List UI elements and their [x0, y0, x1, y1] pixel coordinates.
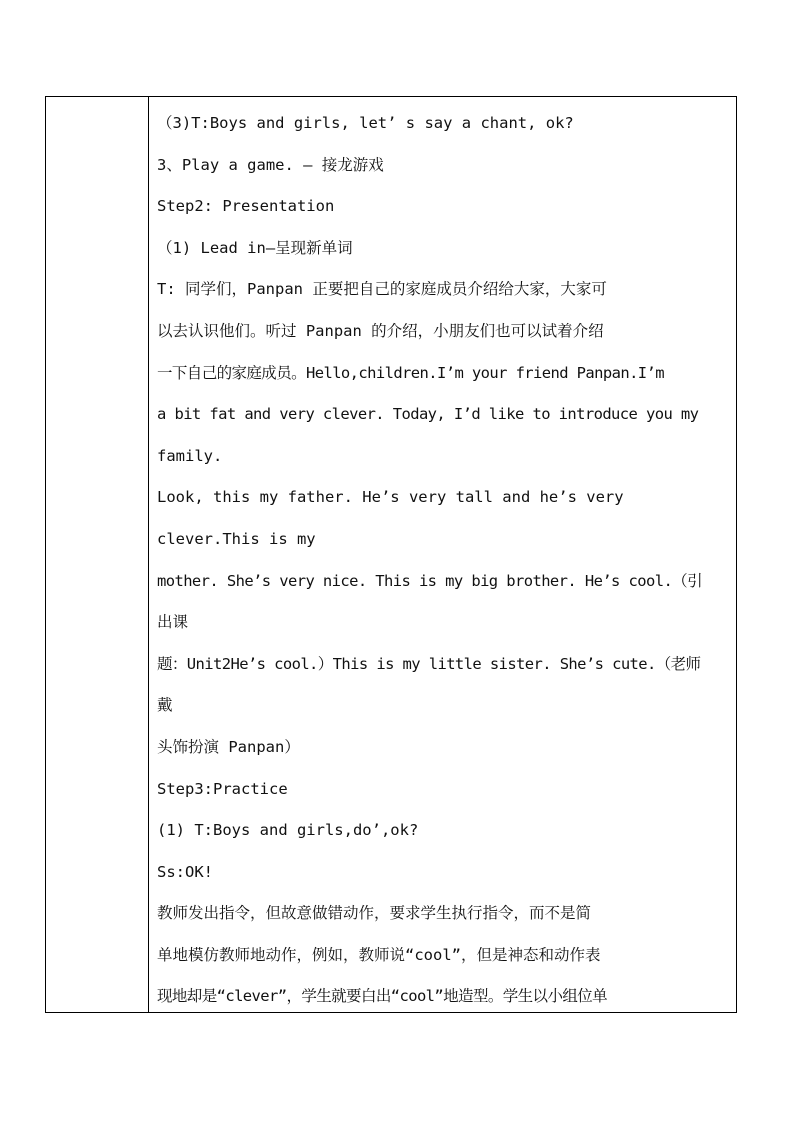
text-line: family. — [157, 446, 223, 465]
text-line: 以去认识他们。听过 Panpan 的介绍，小朋友们也可以试着介绍 — [157, 321, 604, 340]
text-line: mother. She’s very nice. This is my big brother. He’s cool.（引 — [157, 571, 702, 590]
text-line: 出课 — [157, 613, 189, 632]
text-line: （3)T:Boys and girls, let’ s say a chant, ok? — [157, 114, 574, 132]
text-line: 头饰扮演 Panpan） — [157, 737, 300, 756]
text-line: (1) T:Boys and girls,do’,ok? — [157, 821, 419, 840]
text-line: Step3:Practice — [157, 779, 288, 798]
text-line: 戴 — [157, 696, 173, 715]
text-line: 3、Play a game. – 接龙游戏 — [157, 155, 384, 174]
table-left-column — [46, 97, 149, 1012]
text-line: Step2: Presentation — [157, 197, 335, 216]
text-line: T: 同学们，Panpan 正要把自己的家庭成员介绍给大家，大家可 — [157, 280, 607, 299]
text-line: 教师发出指令，但故意做错动作，要求学生执行指令，而不是简 — [157, 904, 592, 923]
lesson-table — [45, 96, 737, 1013]
text-line: a bit fat and very clever. Today, I’d like to introduce you my — [157, 405, 699, 424]
text-line: clever.This is my — [157, 529, 316, 548]
text-line: 题：Unit2He’s cool.）This is my little sister. She’s cute.（老师 — [157, 654, 701, 673]
text-line: （1) Lead in—呈现新单词 — [157, 238, 353, 257]
text-line: Ss:OK! — [157, 862, 213, 881]
text-line: 单地模仿教师地动作，例如，教师说“cool”，但是神态和动作表 — [157, 945, 601, 964]
text-line: 现地却是“clever”，学生就要白出“cool”地造型。学生以小组位单 — [157, 987, 608, 1006]
text-line: Look, this my father. He’s very tall and he’s very — [157, 488, 624, 507]
text-line: 一下自己的家庭成员。Hello,children.I’m your friend Panpan.I’m — [157, 363, 665, 382]
lesson-content-cell — [157, 103, 732, 1018]
